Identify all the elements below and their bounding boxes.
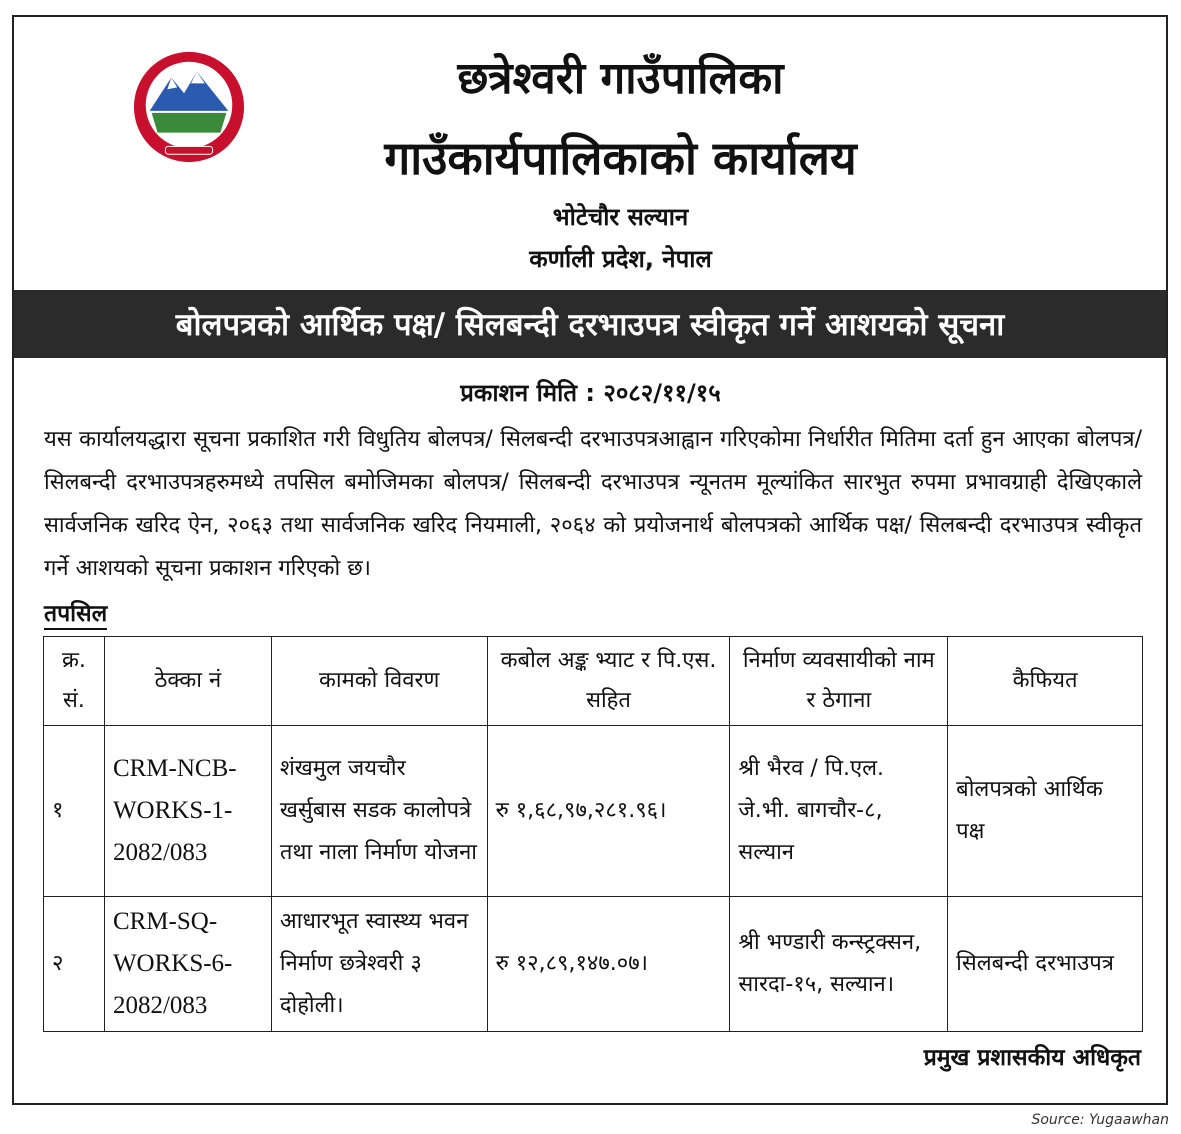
table-header-row xyxy=(44,637,1143,726)
cell-sn: २ xyxy=(44,897,105,1032)
cell-remarks: बोलपत्रको आर्थिक पक्ष xyxy=(948,726,1143,897)
cell-contract-no: CRM-NCB-WORKS-1-2082/083 xyxy=(104,726,271,897)
cell-description: शंखमुल जयचौर खर्सुबास सडक कालोपत्रे तथा नाला निर्माण योजना xyxy=(271,726,487,897)
details-label: तपसिल xyxy=(44,596,107,630)
cell-sn: १ xyxy=(44,726,105,897)
cell-description: आधारभूत स्वास्थ्य भवन निर्माण छत्रेश्वरी ३ दोहोली। xyxy=(271,897,487,1032)
notice-body: यस कार्यालयद्धारा सूचना प्रकाशित गरी विधुतिय बोलपत्र/ सिलबन्दी दरभाउपत्रआह्वान गरिएकोमा निर्धारीत मितिमा दर्ता हुन आएका बोलपत्र/ सिलबन्दी दरभाउपत्रहरुमध्ये तपसिल बमोजिमका बोलपत्र/ सिलबन्दी दरभाउपत्र न्यूनतम मूल्यांकित सारभुत रुपमा प्रभावग्राही देखिएकाले सार्वजनिक खरिद ऐन, २०६३ तथा सार्वजनिक खरिद नियमाली, २०६४ को प्रयोजनार्थ बोलपत्रको आर्थिक पक्ष/ सिलबन्दी दरभाउपत्र स्वीकृत गर्ने आशयको सूचना प्रकाशन गरिएको छ। xyxy=(44,427,1142,581)
header-contractor: निर्माण व्यवसायीको नाम र ठेगाना xyxy=(730,637,948,726)
header-contract-no: ठेक्का नं xyxy=(104,637,271,726)
header-amount: कबोल अङ्क भ्याट र पि.एस. सहित xyxy=(487,637,730,726)
cell-contractor: श्री भण्डारी कन्स्ट्रक्सन, सारदा-१५, सल्यान। xyxy=(730,897,948,1032)
location: भोटेचौर सल्यान xyxy=(552,203,689,231)
table-row xyxy=(44,897,1143,1032)
notice-title-bar xyxy=(14,290,1166,358)
cell-amount: रु १२,८९,१४७.०७। xyxy=(487,897,730,1032)
signature-title: प्रमुख प्रशासकीय अधिकृत xyxy=(923,1045,1141,1071)
municipality-title: छत्रेश्वरी गाउँपालिका xyxy=(457,53,784,104)
publish-date: प्रकाशन मिति : २०८२/११/१५ xyxy=(460,379,721,407)
cell-contract-no: CRM-SQ-WORKS-6-2082/083 xyxy=(104,897,271,1032)
table-row xyxy=(44,726,1143,897)
office-title: गाउँकार्यपालिकाको कार्यालय xyxy=(384,131,857,185)
header-description: कामको विवरण xyxy=(271,637,487,726)
cell-contractor: श्री भैरव / पि.एल. जे.भी. बागचौर-८, सल्यान xyxy=(730,726,948,897)
source-credit: Source: Yugaawhan xyxy=(1031,1112,1169,1128)
province: कर्णाली प्रदेश, नेपाल xyxy=(529,245,712,273)
notice-title: बोलपत्रको आर्थिक पक्ष/ सिलबन्दी दरभाउपत्र स्वीकृत गर्ने आशयको सूचना xyxy=(175,307,1005,343)
header-sn: क्र. सं. xyxy=(44,637,105,726)
header-remarks: कैफियत xyxy=(948,637,1143,726)
award-table xyxy=(43,636,1143,1032)
cell-remarks: सिलबन्दी दरभाउपत्र xyxy=(948,897,1143,1032)
cell-amount: रु १,६८,९७,२८१.९६। xyxy=(487,726,730,897)
